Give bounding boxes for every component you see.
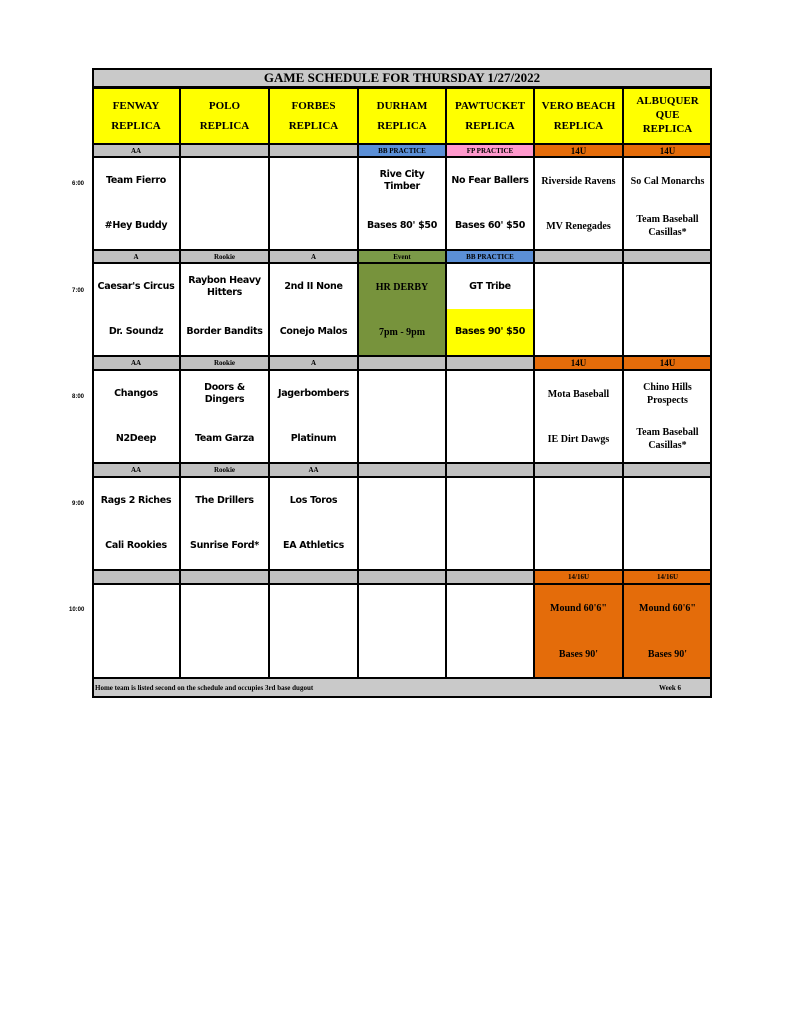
division-label: 14/16U (534, 570, 623, 584)
home-team (624, 523, 711, 569)
home-team: 7pm - 9pm (378, 326, 426, 338)
away-team: Doors & Dingers (204, 381, 245, 405)
game-slot[interactable] (92, 477, 180, 570)
game-slot[interactable] (623, 157, 712, 250)
away-team (93, 585, 179, 631)
home-team (447, 416, 533, 462)
away-team: Team Fierro (105, 174, 167, 186)
field-name: FORBES (291, 100, 336, 113)
away-team: Changos (114, 387, 158, 399)
division-label: A (269, 250, 358, 263)
time-slot-label: 6:00 (72, 181, 85, 187)
game-slot[interactable] (180, 157, 269, 250)
division-label (180, 570, 269, 584)
home-team: Sunrise Ford* (190, 539, 259, 551)
away-team: Los Toros (289, 494, 338, 506)
away-team: GT Tribe (469, 280, 511, 292)
away-team: The Drillers (195, 494, 254, 506)
division-label: Rookie (180, 463, 269, 477)
game-slot[interactable] (269, 370, 358, 463)
division-label: AA (269, 463, 358, 477)
field-name: POLO (208, 100, 241, 113)
field-name: DURHAM (376, 100, 428, 113)
game-slot[interactable] (358, 370, 446, 463)
field-header (92, 88, 180, 144)
away-team (447, 478, 533, 524)
away-team (181, 585, 268, 631)
division-label: AA (92, 356, 180, 370)
home-team: Bases 90' (558, 648, 599, 660)
game-slot[interactable] (623, 263, 712, 356)
division-label (358, 463, 446, 477)
division-label: AA (92, 144, 180, 157)
field-header (180, 88, 269, 144)
game-slot[interactable] (92, 584, 180, 678)
game-slot[interactable] (358, 584, 446, 678)
division-label (180, 144, 269, 157)
field-subtitle: REPLICA (465, 120, 515, 132)
game-slot[interactable] (358, 477, 446, 570)
game-slot[interactable] (269, 263, 358, 356)
away-team: Rive City Timber (379, 168, 425, 192)
division-label (534, 463, 623, 477)
time-slot-label: 10:00 (69, 607, 85, 613)
home-team: EA Athletics (283, 539, 344, 551)
game-slot[interactable] (180, 584, 269, 678)
home-team (447, 631, 533, 677)
game-slot[interactable] (92, 370, 180, 463)
home-team (270, 631, 357, 677)
field-header (446, 88, 534, 144)
away-team (359, 585, 445, 631)
home-team: Dr. Soundz (108, 325, 164, 337)
home-team: #Hey Buddy (104, 219, 168, 231)
away-team (624, 478, 711, 524)
away-team: Mound 60'6" (639, 602, 696, 614)
away-team (270, 158, 357, 204)
division-label (269, 570, 358, 584)
home-team: Bases 90' (647, 648, 688, 660)
division-label: Event (358, 250, 446, 263)
game-slot[interactable] (180, 263, 269, 356)
home-team (181, 631, 268, 677)
game-slot[interactable] (180, 370, 269, 463)
division-label: FP PRACTICE (446, 144, 534, 157)
division-label (446, 356, 534, 370)
game-slot[interactable] (623, 584, 712, 678)
game-slot[interactable] (446, 263, 534, 356)
division-label: A (269, 356, 358, 370)
home-team: Team Garza (194, 432, 255, 444)
game-slot[interactable] (92, 157, 180, 250)
away-team (447, 585, 533, 631)
away-team (359, 478, 445, 524)
division-label: AA (92, 463, 180, 477)
field-name: PAWTUCKET (454, 100, 526, 113)
game-slot[interactable] (92, 263, 180, 356)
division-label: BB PRACTICE (446, 250, 534, 263)
division-label (446, 570, 534, 584)
division-label: BB PRACTICE (358, 144, 446, 157)
away-team: Caesar's Circus (97, 280, 175, 292)
home-team (359, 631, 445, 677)
division-label: 14U (623, 356, 712, 370)
away-team (447, 371, 533, 417)
division-label: Rookie (180, 356, 269, 370)
game-slot[interactable] (534, 157, 623, 250)
away-team: Mota Baseball (547, 388, 610, 400)
away-team (181, 158, 268, 204)
game-slot[interactable] (358, 263, 446, 356)
away-team (270, 585, 357, 631)
home-team: Bases 90' $50 (447, 309, 533, 355)
schedule-title: GAME SCHEDULE FOR THURSDAY 1/27/2022 (92, 68, 712, 88)
away-team: Riverside Ravens (541, 175, 616, 187)
field-name: FENWAY (112, 100, 160, 113)
away-team: HR DERBY (375, 281, 429, 293)
game-slot[interactable] (446, 584, 534, 678)
home-team: IE Dirt Dawgs (547, 433, 610, 445)
game-slot[interactable] (446, 370, 534, 463)
home-team (535, 309, 622, 355)
division-label (446, 463, 534, 477)
game-slot[interactable] (269, 157, 358, 250)
division-label: 14U (534, 144, 623, 157)
game-slot[interactable] (358, 157, 446, 250)
home-team: Conejo Malos (279, 325, 348, 337)
field-subtitle: REPLICA (553, 120, 604, 132)
home-team (93, 631, 179, 677)
field-subtitle: REPLICA (377, 120, 427, 132)
field-subtitle: REPLICA (111, 120, 161, 132)
home-team: Team Baseball Casillas* (636, 427, 699, 451)
division-label: 14/16U (623, 570, 712, 584)
game-slot[interactable] (269, 477, 358, 570)
away-team: Chino Hills Prospects (643, 382, 692, 406)
home-team (181, 203, 268, 249)
home-team: Border Bandits (186, 325, 263, 337)
away-team: Jagerbombers (277, 387, 350, 399)
field-name: ALBUQUERQUE (636, 94, 699, 121)
division-label: 14U (534, 356, 623, 370)
game-slot[interactable] (534, 584, 623, 678)
division-label (358, 570, 446, 584)
field-header (534, 88, 623, 144)
game-slot[interactable] (623, 370, 712, 463)
division-label (92, 570, 180, 584)
division-label (623, 463, 712, 477)
game-slot[interactable] (269, 584, 358, 678)
time-slot-label: 9:00 (72, 501, 85, 507)
time-slot-label: 8:00 (72, 394, 85, 400)
home-team: Team Baseball Casillas* (636, 214, 699, 238)
away-team (535, 264, 622, 310)
division-label (358, 356, 446, 370)
home-team: Bases 80' $50 (366, 219, 438, 231)
field-header (269, 88, 358, 144)
home-team (359, 416, 445, 462)
home-team (535, 523, 622, 569)
division-label: 14U (623, 144, 712, 157)
away-team (359, 371, 445, 417)
away-team: Rags 2 Riches (100, 494, 172, 506)
time-slot-label: 7:00 (72, 288, 85, 294)
home-team: Bases 60' $50 (454, 219, 526, 231)
game-slot[interactable] (446, 477, 534, 570)
field-header (358, 88, 446, 144)
home-team: Cali Rookies (105, 539, 167, 551)
home-team (624, 309, 711, 355)
away-team: Raybon Heavy Hitters (188, 274, 261, 298)
game-slot[interactable] (180, 477, 269, 570)
game-slot[interactable] (623, 477, 712, 570)
game-slot[interactable] (446, 157, 534, 250)
game-slot[interactable] (534, 370, 623, 463)
away-team (535, 478, 622, 524)
division-label: A (92, 250, 180, 263)
field-name: VERO BEACH (541, 100, 616, 113)
field-subtitle: REPLICA (288, 120, 339, 132)
home-team (270, 203, 357, 249)
field-subtitle: REPLICA (642, 123, 693, 136)
division-label: Rookie (180, 250, 269, 263)
away-team (624, 264, 711, 310)
away-team: No Fear Ballers (451, 174, 529, 186)
home-team (447, 523, 533, 569)
away-team: Mound 60'6" (550, 602, 607, 614)
schedule-footer (92, 678, 712, 697)
away-team: So Cal Monarchs (630, 175, 705, 187)
home-team: N2Deep (115, 432, 157, 444)
away-team: 2nd II None (284, 280, 343, 292)
home-team: MV Renegades (546, 220, 611, 232)
field-subtitle: REPLICA (199, 120, 250, 132)
game-slot[interactable] (534, 263, 623, 356)
home-team: Platinum (290, 432, 337, 444)
division-label (623, 250, 712, 263)
home-team-note: Home team is listed second on the schedule and occupies 3rd base dugout (95, 683, 314, 692)
division-label (269, 144, 358, 157)
division-label (534, 250, 623, 263)
home-team (359, 523, 445, 569)
week-label: Week 6 (659, 683, 681, 692)
game-slot[interactable] (534, 477, 623, 570)
field-header (623, 88, 712, 144)
